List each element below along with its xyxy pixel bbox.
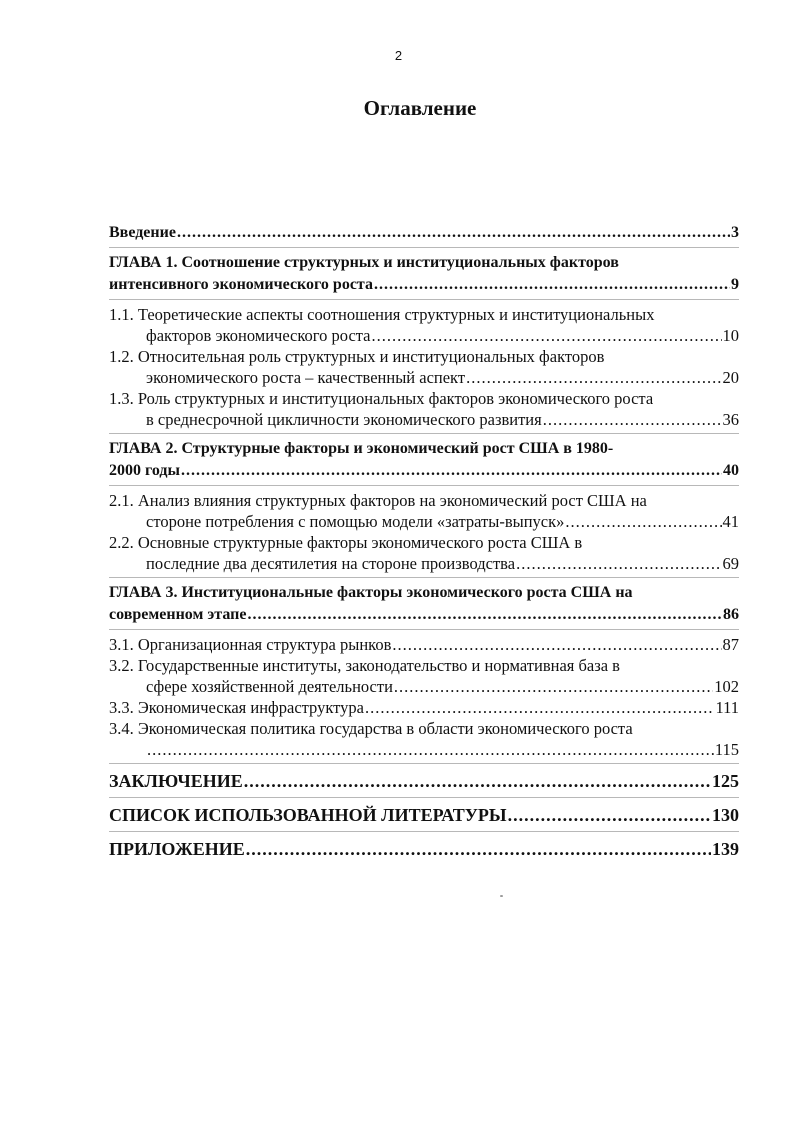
toc-entry-page: 40 [723, 462, 739, 479]
toc-entry-section-1-1[interactable] [109, 304, 739, 346]
toc-entry-section-3-4[interactable] [109, 718, 739, 760]
dot-leader [394, 676, 713, 697]
dot-leader [374, 274, 730, 296]
toc-entry-label-continued: в среднесрочной цикличности экономического развития [146, 410, 542, 429]
toc-entry-page: 10 [722, 326, 739, 345]
dot-leader [516, 553, 721, 574]
dot-leader [181, 460, 722, 482]
toc-entry-label: 1.3. Роль структурных и институциональных факторов экономического роста [109, 389, 654, 408]
toc-entry-section-3-3[interactable] [109, 697, 739, 718]
page-title: Оглавление [363, 96, 477, 120]
toc-entry-section-3-1[interactable] [109, 634, 739, 655]
dot-leader [177, 222, 730, 244]
scan-speck [500, 895, 503, 897]
toc-entry-label: Введение [109, 224, 176, 241]
divider [109, 577, 739, 578]
toc-entry-section-2-1[interactable] [109, 490, 739, 532]
toc-entry-chapter-2[interactable] [109, 438, 739, 482]
divider [109, 797, 739, 798]
toc-entry-section-1-2[interactable] [109, 346, 739, 388]
toc-entry-label-continued: стороне потребления с помощью модели «затраты-выпуск» [146, 512, 565, 531]
toc-entry-label: СПИСОК ИСПОЛЬЗОВАННОЙ ЛИТЕРАТУРЫ [109, 805, 507, 825]
toc-entry-intro[interactable] [109, 222, 739, 244]
toc-entry-label-continued: сфере хозяйственной деятельности [146, 677, 393, 696]
toc-entry-section-1-3[interactable] [109, 388, 739, 430]
toc-entry-page: 130 [712, 805, 739, 825]
divider [109, 247, 739, 248]
toc-entry-section-2-2[interactable] [109, 532, 739, 574]
page-number: 2 [394, 48, 403, 63]
toc-entry-label: 3.3. Экономическая инфраструктура [109, 698, 364, 717]
toc-entry-label: ГЛАВА 1. Соотношение структурных и институциональных факторов [109, 254, 619, 271]
toc-entry-label-continued: интенсивного экономического роста [109, 276, 373, 293]
divider [109, 763, 739, 764]
table-of-contents [109, 222, 739, 862]
dot-leader [466, 367, 721, 388]
toc-entry-chapter-1[interactable] [109, 252, 739, 296]
toc-entry-chapter-3[interactable] [109, 582, 739, 626]
dot-leader [246, 836, 711, 862]
toc-entry-page: 125 [712, 771, 739, 791]
toc-entry-appendix[interactable] [109, 836, 739, 862]
toc-entry-label: ПРИЛОЖЕНИЕ [109, 839, 245, 859]
toc-entry-label-continued: экономического роста – качественный аспект [146, 368, 466, 387]
dot-leader [244, 768, 711, 794]
dot-leader [543, 409, 722, 430]
toc-entry-page: 36 [722, 410, 739, 429]
toc-entry-label: 2.1. Анализ влияния структурных факторов на экономический рост США на [109, 491, 647, 510]
dot-leader [247, 604, 722, 626]
toc-entry-page: 41 [722, 512, 739, 531]
divider [109, 629, 739, 630]
toc-entry-page: 86 [723, 606, 739, 623]
toc-entry-label-continued: современном этапе [109, 606, 247, 623]
toc-entry-label: ЗАКЛЮЧЕНИЕ [109, 771, 243, 791]
toc-entry-label: 3.2. Государственные институты, законодательство и нормативная база в [109, 656, 620, 675]
toc-entry-bibliography[interactable] [109, 802, 739, 828]
toc-entry-page: 69 [722, 554, 739, 573]
toc-entry-label: 2.2. Основные структурные факторы экономического роста США в [109, 533, 583, 552]
toc-entry-page: 3 [731, 224, 739, 241]
toc-entry-page: 20 [722, 368, 739, 387]
dot-leader [565, 511, 721, 532]
dot-leader [147, 739, 714, 760]
toc-entry-page: 115 [714, 740, 739, 759]
toc-entry-label-continued: 2000 годы [109, 462, 180, 479]
toc-entry-label-continued: факторов экономического роста [146, 326, 371, 345]
toc-entry-page: 87 [722, 635, 739, 654]
toc-entry-label: 3.4. Экономическая политика государства в области экономического роста [109, 719, 633, 738]
divider [109, 299, 739, 300]
toc-entry-page: 102 [714, 677, 739, 696]
dot-leader [508, 802, 711, 828]
dot-leader [372, 325, 722, 346]
toc-entry-page: 9 [731, 276, 739, 293]
toc-entry-label: 1.2. Относительная роль структурных и институциональных факторов [109, 347, 605, 366]
toc-entry-label-continued: последние два десятилетия на стороне производства [146, 554, 516, 573]
dot-leader [365, 697, 715, 718]
toc-entry-label: 1.1. Теоретические аспекты соотношения структурных и институциональных [109, 305, 655, 324]
toc-entry-section-3-2[interactable] [109, 655, 739, 697]
toc-entry-label: ГЛАВА 2. Структурные факторы и экономический рост США в 1980- [109, 440, 614, 457]
toc-entry-page: 139 [712, 839, 739, 859]
divider [109, 433, 739, 434]
toc-entry-label: 3.1. Организационная структура рынков [109, 635, 392, 654]
divider [109, 485, 739, 486]
toc-entry-conclusion[interactable] [109, 768, 739, 794]
toc-entry-page: 111 [715, 698, 739, 717]
divider [109, 831, 739, 832]
toc-entry-label: ГЛАВА 3. Институциональные факторы экономического роста США на [109, 584, 633, 601]
dot-leader [392, 634, 721, 655]
